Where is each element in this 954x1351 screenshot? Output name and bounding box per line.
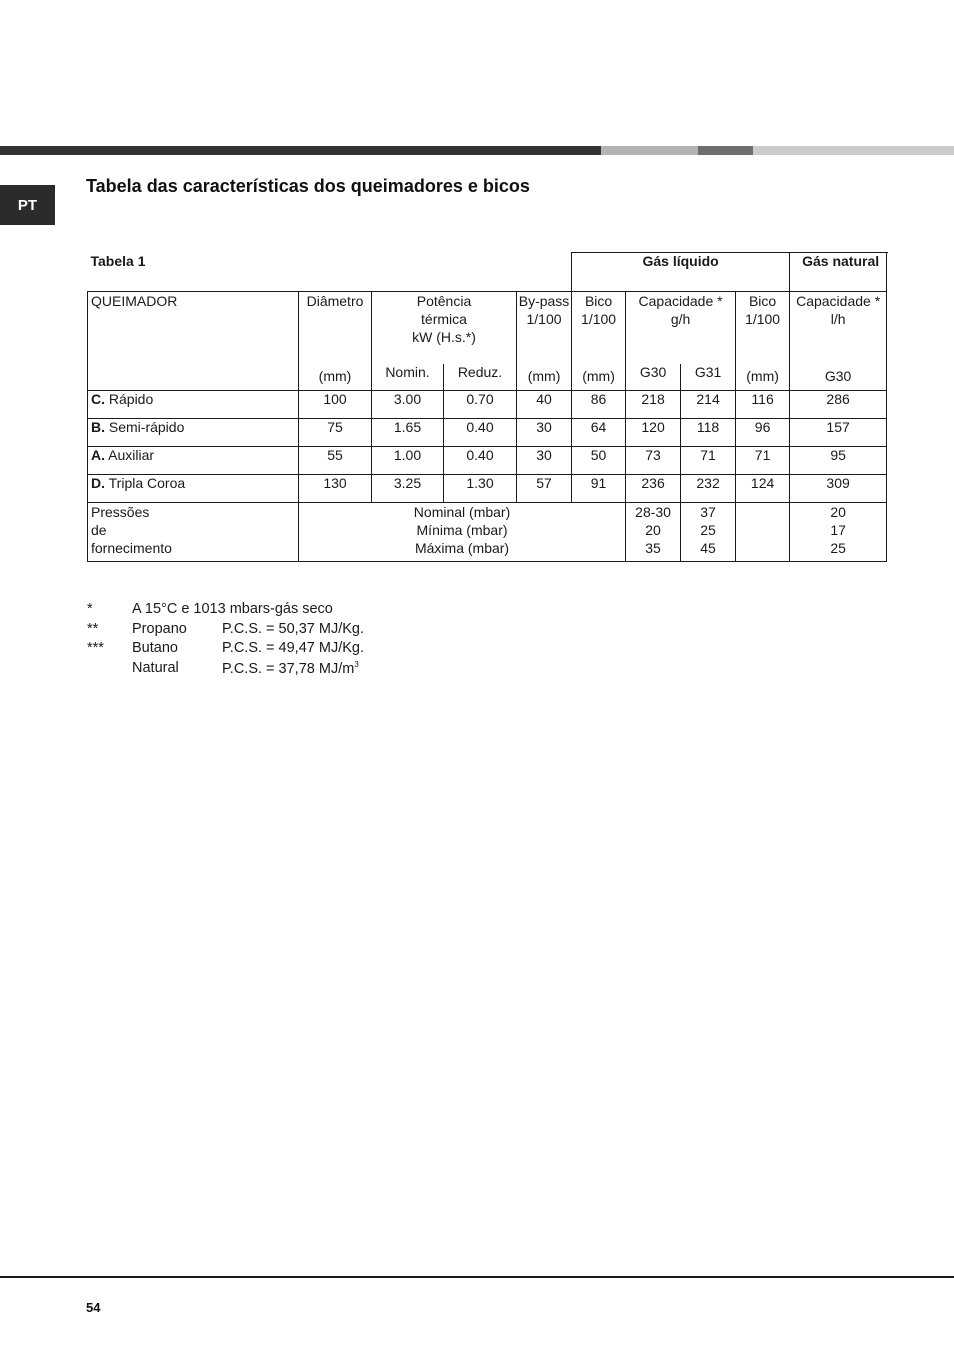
pressure-natural-max: 25: [830, 540, 846, 556]
pressure-g31-nominal: 37: [700, 504, 716, 520]
col-nozzle-natural-line2: 1/100: [745, 311, 781, 327]
cell-capacity-natural: 286: [790, 391, 887, 419]
gas-note-name: Propano: [132, 620, 187, 637]
pressure-row: [88, 503, 887, 562]
gas-note-mark: **: [87, 620, 99, 637]
cell-reduz: 1.30: [444, 475, 517, 503]
language-tab: PT: [0, 185, 55, 225]
table-row: [88, 419, 887, 447]
cell-diameter: 100: [299, 391, 372, 419]
cell-g30: 73: [626, 447, 681, 475]
cell-g30: 236: [626, 475, 681, 503]
col-nozzle: [572, 292, 626, 391]
footnote-mark: *: [87, 601, 93, 617]
gas-note-pcs: P.C.S. = 50,37 MJ/Kg.: [222, 620, 364, 637]
pressure-g31-min: 25: [700, 522, 716, 538]
burner-code: B.: [91, 419, 105, 435]
pressure-label-line3: fornecimento: [91, 540, 172, 556]
column-header-row: [88, 292, 887, 365]
cell-bypass: 30: [517, 447, 572, 475]
page-number: 54: [86, 1300, 101, 1315]
cell-nozzle-natural: 96: [736, 419, 790, 447]
footnote-text: A 15°C e 1013 mbars-gás seco: [132, 601, 333, 617]
table-row: [88, 475, 887, 503]
col-power-line3: kW (H.s.*): [412, 329, 476, 345]
cell-g31: 232: [681, 475, 736, 503]
burner-label: Tripla Coroa: [108, 475, 186, 491]
pressure-g30-max: 35: [645, 540, 661, 556]
burner-name: [88, 475, 299, 503]
sub-g31: G31: [681, 364, 736, 391]
cell-nozzle-natural: 71: [736, 447, 790, 475]
sub-nomin: Nomin.: [372, 364, 444, 391]
burner-label: Auxiliar: [108, 447, 155, 463]
col-bypass-line1: By-pass: [518, 293, 570, 309]
col-capacity-natural: [790, 292, 887, 391]
cell-reduz: 0.40: [444, 447, 517, 475]
pressure-natural-nominal: 20: [830, 504, 846, 520]
gas-note-pcs-text: P.C.S. = 37,78 MJ/m: [222, 660, 355, 677]
col-capacity-natural-line2: l/h: [830, 311, 846, 327]
gas-note-pcs: [222, 660, 359, 677]
cell-capacity-natural: 95: [790, 447, 887, 475]
col-bypass-unit: (mm): [527, 368, 561, 384]
col-capacity-liquid-line1: Capacidade *: [638, 293, 723, 309]
col-power-line2: térmica: [421, 311, 467, 327]
sub-reduz: Reduz.: [444, 364, 517, 391]
burner-code: A.: [91, 447, 105, 463]
header-bar-light: [601, 146, 698, 155]
col-burner: QUEIMADOR: [88, 292, 299, 391]
col-bypass: [517, 292, 572, 391]
burner-label: Semi-rápido: [108, 419, 185, 435]
cell-nomin: 3.00: [372, 391, 444, 419]
pressure-level-max: Máxima (mbar): [414, 540, 510, 556]
cell-reduz: 0.70: [444, 391, 517, 419]
cell-nozzle: 86: [572, 391, 626, 419]
table-row: [88, 447, 887, 475]
cell-bypass: 40: [517, 391, 572, 419]
pressure-g31: [681, 503, 736, 562]
col-nozzle-natural-line1: Bico: [748, 293, 777, 309]
pressure-g30: [626, 503, 681, 562]
col-bypass-line2: 1/100: [526, 311, 562, 327]
burner-spec-table: [87, 252, 887, 562]
burner-code: D.: [91, 475, 105, 491]
pressure-level-min: Mínima (mbar): [416, 522, 508, 538]
col-power-line1: Potência: [416, 293, 472, 309]
table-label: Tabela 1: [90, 252, 146, 269]
col-capacity-liquid-line2: g/h: [670, 311, 691, 327]
cell-nozzle: 64: [572, 419, 626, 447]
cell-diameter: 75: [299, 419, 372, 447]
pressure-level-nominal: Nominal (mbar): [413, 504, 511, 520]
col-diameter-label: Diâmetro: [306, 293, 364, 309]
gas-note-name: Butano: [132, 640, 178, 656]
burner-name: [88, 391, 299, 419]
cell-nozzle-natural: 116: [736, 391, 790, 419]
pressure-label: [88, 503, 299, 562]
burner-code: C.: [91, 391, 105, 407]
pressure-label-line1: Pressões: [91, 504, 150, 520]
group-header-row: [88, 253, 887, 292]
cell-nomin: 1.65: [372, 419, 444, 447]
col-capacity-natural-line1: Capacidade *: [796, 293, 881, 309]
gas-note-name: Natural: [132, 659, 179, 676]
cell-nozzle: 50: [572, 447, 626, 475]
cell-nomin: 1.00: [372, 447, 444, 475]
footer-rule: [0, 1276, 954, 1278]
cell-diameter: 130: [299, 475, 372, 503]
gas-note-pcs: P.C.S. = 49,47 MJ/Kg.: [222, 640, 364, 656]
cell-nozzle-natural: 124: [736, 475, 790, 503]
col-capacity-liquid: [626, 292, 736, 365]
pressure-label-line2: de: [91, 522, 107, 538]
cell-bypass: 30: [517, 419, 572, 447]
table-row: [88, 391, 887, 419]
pressure-levels: [299, 503, 626, 562]
cell-bypass: 57: [517, 475, 572, 503]
gas-note-mark: ***: [87, 640, 104, 656]
cell-g31: 71: [681, 447, 736, 475]
cell-capacity-natural: 157: [790, 419, 887, 447]
gas-note-superscript: 3: [354, 659, 359, 669]
col-diameter: [299, 292, 372, 391]
col-nozzle-line1: Bico: [584, 293, 613, 309]
cell-nozzle: 91: [572, 475, 626, 503]
col-diameter-unit: (mm): [318, 368, 352, 384]
group-liquid-gas: Gás líquido: [572, 253, 790, 292]
cell-reduz: 0.40: [444, 419, 517, 447]
page-title: Tabela das características dos queimadores e bicos: [86, 176, 530, 196]
burner-name: [88, 419, 299, 447]
cell-g31: 118: [681, 419, 736, 447]
pressure-g31-max: 45: [700, 540, 716, 556]
col-capacity-natural-unit: G30: [824, 368, 852, 384]
cell-nomin: 3.25: [372, 475, 444, 503]
col-nozzle-unit: (mm): [582, 368, 615, 384]
pressure-natural: [790, 503, 887, 562]
header-bar-dark: [0, 146, 601, 155]
cell-diameter: 55: [299, 447, 372, 475]
cell-g31: 214: [681, 391, 736, 419]
burner-label: Rápido: [108, 391, 154, 407]
pressure-g30-nominal: 28-30: [635, 504, 671, 520]
pressure-g30-min: 20: [645, 522, 661, 538]
burner-name: [88, 447, 299, 475]
cell-g30: 218: [626, 391, 681, 419]
sub-g30: G30: [626, 364, 681, 391]
col-nozzle-natural-unit: (mm): [746, 368, 779, 384]
col-nozzle-natural: [736, 292, 790, 391]
header-bar-mid: [698, 146, 753, 155]
cell-capacity-natural: 309: [790, 475, 887, 503]
pressure-nozzle-natural-empty: [736, 503, 790, 562]
group-natural-gas: Gás natural: [790, 253, 887, 292]
cell-g30: 120: [626, 419, 681, 447]
col-nozzle-line2: 1/100: [581, 311, 617, 327]
header-bar-light-end: [753, 146, 954, 155]
col-power: [372, 292, 517, 365]
pressure-natural-min: 17: [830, 522, 846, 538]
